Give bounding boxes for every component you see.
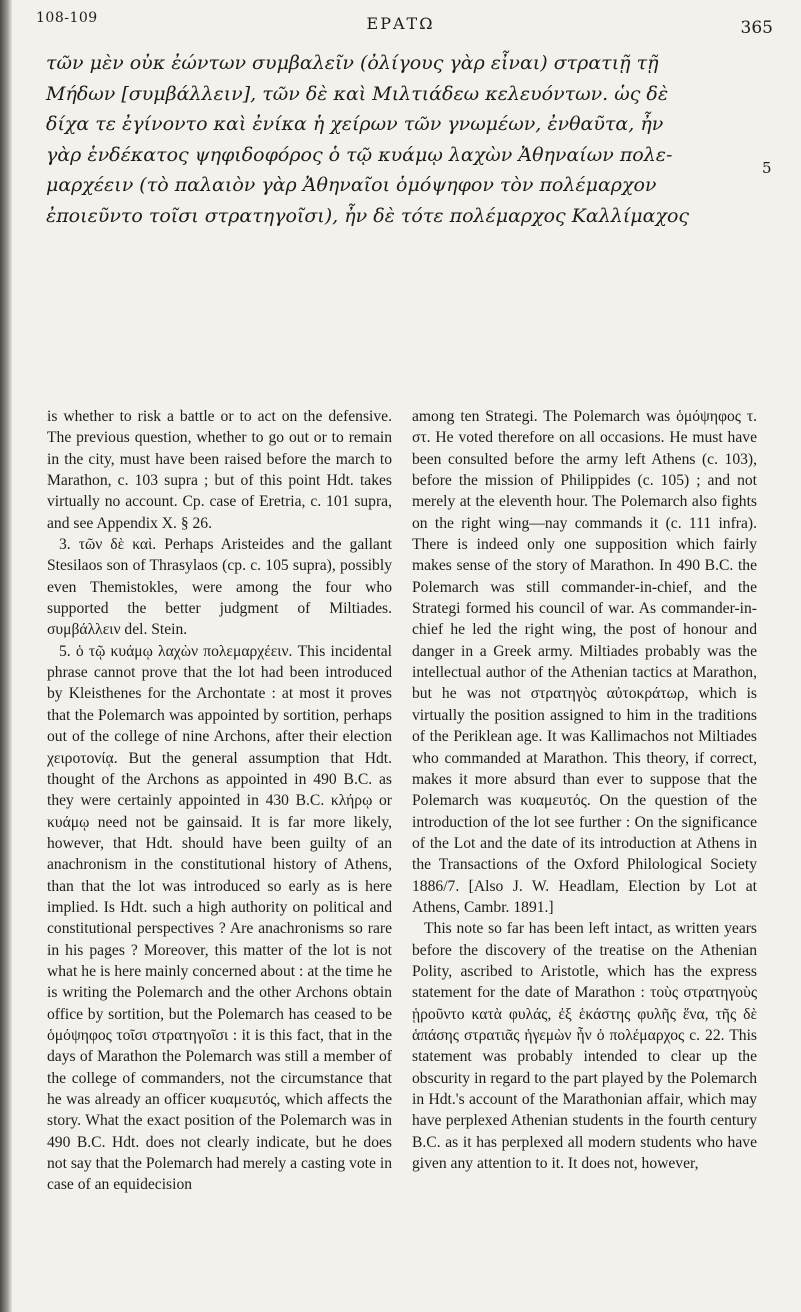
commentary-note: This note so far has been left intact, as written years before the discovery of the treatise on the Athenian Polity, ascribed to Aristotle, which has the express statement for the date of Marathon : τοὺς στρατηγοὺς ᾑροῦντο κατὰ φυλάς, ἐξ ἑκάστης φυλῆς ἕνα, τῆς δὲ ἁπάσης στρατιᾶς ἡγεμὼν ἦν ὁ πολέμαρχος c. 22. This statement was probably intended to clear up the obscurity in regard to the part played by the Polemarch in Hdt.'s account of the Marathonian affair, which may have perplexed Athenian students in the fourth century B.C. as it has perplexed all modern students who have given any attention to it. It does not, however, [412, 920, 757, 1173]
greek-line: μαρχέειν (τὸ παλαιὸν γὰρ Ἀθηναῖοι ὁμόψηφον τὸν πολέμαρχον [46, 174, 657, 196]
greek-line: Μήδων [συμβάλλειν], τῶν δὲ καὶ Μιλτιάδεω κελευόντων. ὡς δὲ [46, 82, 669, 105]
line-number-marker: 5 [762, 159, 772, 177]
commentary-note: 3. τῶν δὲ καὶ. Perhaps Aristeides and the gallant Stesilaos son of Thrasylaos (cp. c. 105 supra), possibly even Themistokles, were among the four who supported the better judgment of Miltiades. συμβάλλειν del. Stein. [47, 536, 392, 639]
commentary-column-right [412, 406, 757, 1174]
commentary-note: is whether to risk a battle or to act on the defensive. The previous question, whether to go out or to remain in the city, must have been raised before the march to Marathon, c. 103 supra ; but of this point Hdt. takes virtually no account. Cp. case of Eretria, c. 101 supra, and see Appendix X. § 26. [47, 408, 392, 532]
greek-line: γὰρ ἑνδέκατος ψηφιδοφόρος ὁ τῷ κυάμῳ λαχὼν Ἀθηναίων πολε- [46, 143, 673, 166]
page-binding-edge [0, 0, 12, 1312]
running-head-section: 108-109 [36, 10, 98, 26]
greek-line: ἐποιεῦντο τοῖσι στρατηγοῖσι), ἦν δὲ τότε πολέμαρχος Καλλίμαχος [46, 204, 690, 227]
greek-line: δίχα τε ἐγίνοντο καὶ ἐνίκα ἡ χείρων τῶν γνωμέων, ἐνθαῦτα, ἦν [46, 113, 664, 135]
page-number: 365 [740, 18, 773, 38]
greek-line: τῶν μὲν οὐκ ἐώντων συμβαλεῖν (ὀλίγους γὰρ εἶναι) στρατιῇ τῇ [46, 52, 659, 74]
commentary-note: among ten Strategi. The Polemarch was ὁμόψηφος τ. στ. He voted therefore on all occasions. He must have been consulted before the army left Athens (c. 103), before the mission of Philippides (c. 105) ; and not merely at the eleventh hour. The Polemarch also fights on the right wing—nay commands it (c. 111 infra). There is indeed only one supposition which fairly makes sense of the story of Marathon. In 490 B.C. the Polemarch was still commander-in-chief, and the Strategi formed his council of war. As commander-in-chief he led the right wing, the post of honour and danger in a Greek army. Miltiades probably was the intellectual author of the Athenian tactics at Marathon, but he was not στρατηγὸς αὐτοκράτωρ, which is virtually the position assigned to him in the traditions of the Periklean age. It was Kallimachos not Miltiades who commanded at Marathon. This theory, if correct, makes it more absurd than ever to suppose that the Polemarch was κυαμευτός. On the question of the introduction of the lot see further : On the significance of the Lot and the date of its introduction at Athens in the Transactions of the Oxford Philological Society 1886/7. [Also J. W. Headlam, Election by Lot at Athens, Cambr. 1891.] [412, 408, 757, 916]
commentary-note: 5. ὁ τῷ κυάμῳ λαχὼν πολεμαρχέειν. This incidental phrase cannot prove that the lot had been introduced by Kleisthenes for the Archontate : at most it proves that the Polemarch was appointed by sortition, perhaps out of the college of nine Archons, after their election χειροτονίᾳ. But the general assumption that Hdt. thought of the Archons as appointed in 490 B.C. as they were certainly appointed in 430 B.C. κλήρῳ or κυάμῳ need not be gainsaid. It is far more likely, however, that Hdt. should have been guilty of an anachronism in the constitutional history of Athens, than that the lot was introduced so early as is here implied. Is Hdt. such a high authority on political and constitutional perspectives ? Are anachronisms so rare in his pages ? Moreover, this matter of the lot is not what he is here mainly concerned about : at the time he is writing the Polemarch and the other Archons obtain office by sortition, but the Polemarch has ceased to be ὁμόψηφος τοῖσι στρατηγοῖσι : it is this fact, that in the days of Marathon the Polemarch was still a member of the college of commanders, not the circumstance that he was already an officer κυαμευτός, which affects the story. What the exact position of the Polemarch was in 490 B.C. Hdt. does not clearly indicate, but he does not say that the Polemarch had merely a casting vote in case of an equidecision [47, 642, 392, 1194]
commentary-column-left [47, 406, 392, 1196]
greek-text-block [46, 48, 756, 231]
running-head-title: ΕΡΑΤΩ [366, 14, 435, 33]
